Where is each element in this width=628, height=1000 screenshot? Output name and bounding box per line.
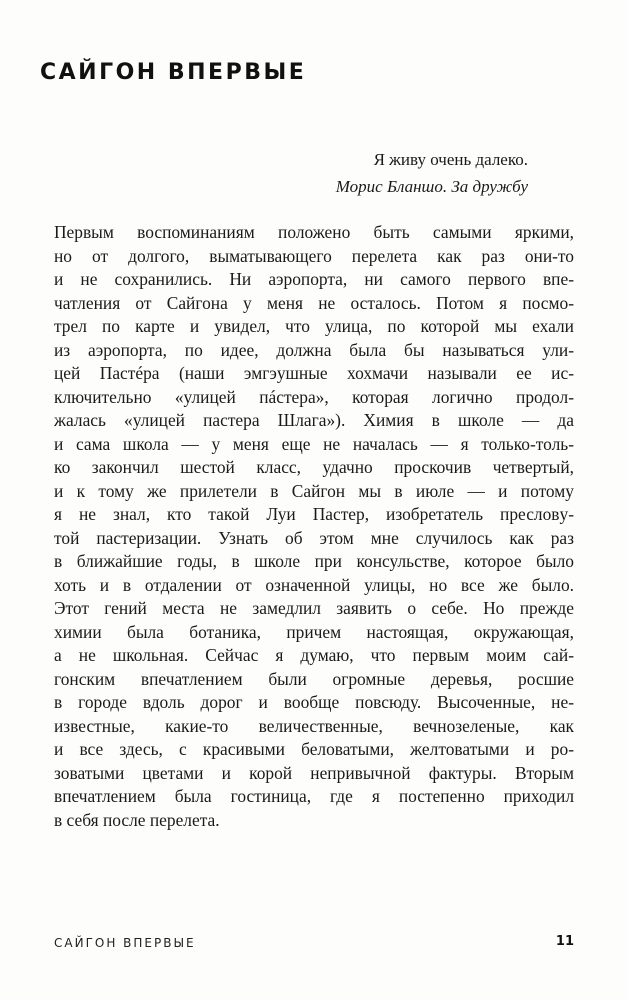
text-line: в себя после перелета. bbox=[54, 809, 220, 830]
text-line: из аэропорта, по идее, должна была бы называться ули- bbox=[54, 339, 574, 360]
text-line: чатления от Сайгона у меня не осталось. Потом я посмо- bbox=[54, 292, 574, 313]
running-footer-title: САЙГОН ВПЕРВЫЕ bbox=[54, 936, 196, 950]
text-line: гонским впечатлением были огромные деревья, росшие bbox=[54, 668, 574, 689]
text-line: в городе вдоль дорог и вообще повсюду. Высоченные, не- bbox=[54, 692, 574, 712]
text-line: я не знал, кто такой Луи Пастер, изобретатель пресловy- bbox=[54, 504, 574, 524]
epigraph-quote: Я живу очень далеко. bbox=[373, 150, 528, 169]
text-line: химии была ботаника, причем настоящая, окружающая, bbox=[54, 621, 574, 642]
body-text bbox=[54, 221, 574, 832]
text-line: трел по карте и увидел, что улица, по которой мы ехали bbox=[54, 316, 574, 336]
text-line: и все здесь, с красивыми беловатыми, желтоватыми и ро- bbox=[54, 739, 574, 759]
epigraph bbox=[336, 146, 528, 200]
text-line: жалась «улицей пастера Шлага»). Химия в школе — да bbox=[54, 410, 574, 430]
text-line: хоть и в отдалении от означенной улицы, но все же было. bbox=[54, 574, 574, 595]
text-line: и сама школа — у меня еще не началась — я только-толь- bbox=[54, 433, 574, 454]
page-number: 11 bbox=[555, 934, 574, 949]
text-line: и не сохранились. Ни аэропорта, ни самого первого впе- bbox=[54, 269, 574, 289]
text-line: ко закончил шестой класс, удачно проскочив четвертый, bbox=[54, 457, 574, 477]
text-line: той пастеризации. Узнать об этом мне случилось как раз bbox=[54, 527, 574, 548]
text-line: и к тому же прилетели в Сайгон мы в июле — и потому bbox=[54, 480, 574, 501]
text-line: зоватыми цветами и корой непривычной фактуры. Вторым bbox=[54, 762, 574, 783]
text-line: цей Пастéра (наши эмгэушные хохмачи называли ее ис- bbox=[54, 363, 574, 383]
text-line: известные, какие-то величественные, вечнозеленые, как bbox=[54, 715, 574, 736]
text-line: в ближайшие годы, в школе при консульстве, которое было bbox=[54, 551, 574, 571]
text-line: а не школьная. Сейчас я думаю, что первым моим сай- bbox=[54, 645, 574, 665]
text-line: Первым воспоминаниям положено быть самыми яркими, bbox=[54, 222, 574, 242]
text-line: но от долгого, выматывающего перелета как раз они-то bbox=[54, 245, 574, 266]
text-line: впечатлением была гостиница, где я постепенно приходил bbox=[54, 786, 574, 806]
text-line: ключительно «улицей пáстера», которая логично продол- bbox=[54, 386, 574, 407]
epigraph-source: Морис Бланшо. За дружбу bbox=[335, 177, 528, 196]
chapter-title: САЙГОН ВПЕРВЫЕ bbox=[40, 60, 307, 85]
text-line: Этот гений места не замедлил заявить о себе. Но прежде bbox=[54, 598, 574, 618]
